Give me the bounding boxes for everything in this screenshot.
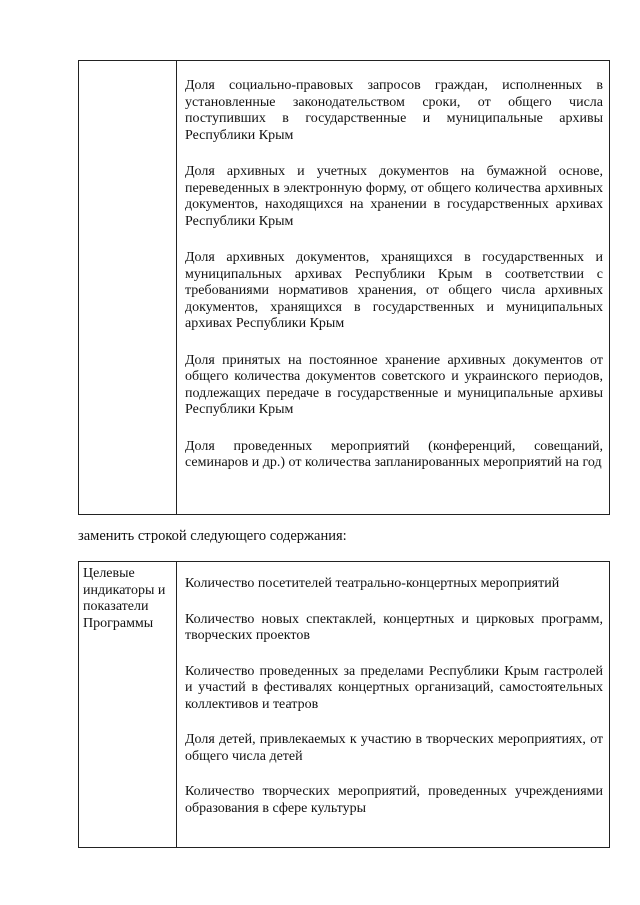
left-cell-label xyxy=(79,61,176,65)
indicators-table-new xyxy=(78,561,610,848)
indicator-paragraph: Доля социально-правовых запросов граждан, исполненных в установленные законодательством сроки, от общего числа поступивших в государственные и муниципальные архивы Республики Крым xyxy=(185,78,603,143)
table-row xyxy=(79,61,610,515)
table-right-cell xyxy=(177,562,610,848)
table-row xyxy=(79,562,610,848)
indicator-paragraph: Доля детей, привлекаемых к участию в творческих мероприятиях, от общего числа детей xyxy=(185,732,603,764)
table-right-cell xyxy=(177,61,610,515)
indicator-paragraph: Доля архивных и учетных документов на бумажной основе, переведенных в электронную форму, от общего количества архивных документов, находящихся на хранении в государственных архивах Республики Крым xyxy=(185,164,603,229)
indicator-paragraph: Доля принятых на постоянное хранение архивных документов от общего количества документов советского и украинского периодов, подлежащих передаче в государственные и муниципальные архивы Республики Крым xyxy=(185,352,603,417)
indicator-paragraph: Количество посетителей театрально-концертных мероприятий xyxy=(185,576,560,591)
table-left-cell xyxy=(79,562,177,848)
indicators-table-old xyxy=(78,60,610,515)
table-left-cell xyxy=(79,61,177,515)
indicator-paragraph: Количество творческих мероприятий, проведенных учреждениями образования в сфере культуры xyxy=(185,784,603,816)
indicator-paragraph: Количество новых спектаклей, концертных и цирковых программ, творческих проектов xyxy=(185,611,603,643)
indicator-paragraph: Доля архивных документов, хранящихся в государственных и муниципальных архивах Республики Крым в соответствии с требованиями нормативов хранения, от общего числа архивных документов, хранящихся в государственных и муниципальных архивах Республики Крым xyxy=(185,250,603,331)
indicator-paragraph: Доля проведенных мероприятий (конференций, совещаний, семинаров и др.) от количества запланированных мероприятий на год xyxy=(185,438,603,470)
left-cell-label: Целевые индикаторы и показатели Программы xyxy=(83,566,166,631)
replace-instruction-text: заменить строкой следующего содержания: xyxy=(78,528,347,544)
indicator-paragraph: Количество проведенных за пределами Республики Крым гастролей и участий в фестивалях концертных организаций, самостоятельных коллективов и театров xyxy=(185,663,603,712)
